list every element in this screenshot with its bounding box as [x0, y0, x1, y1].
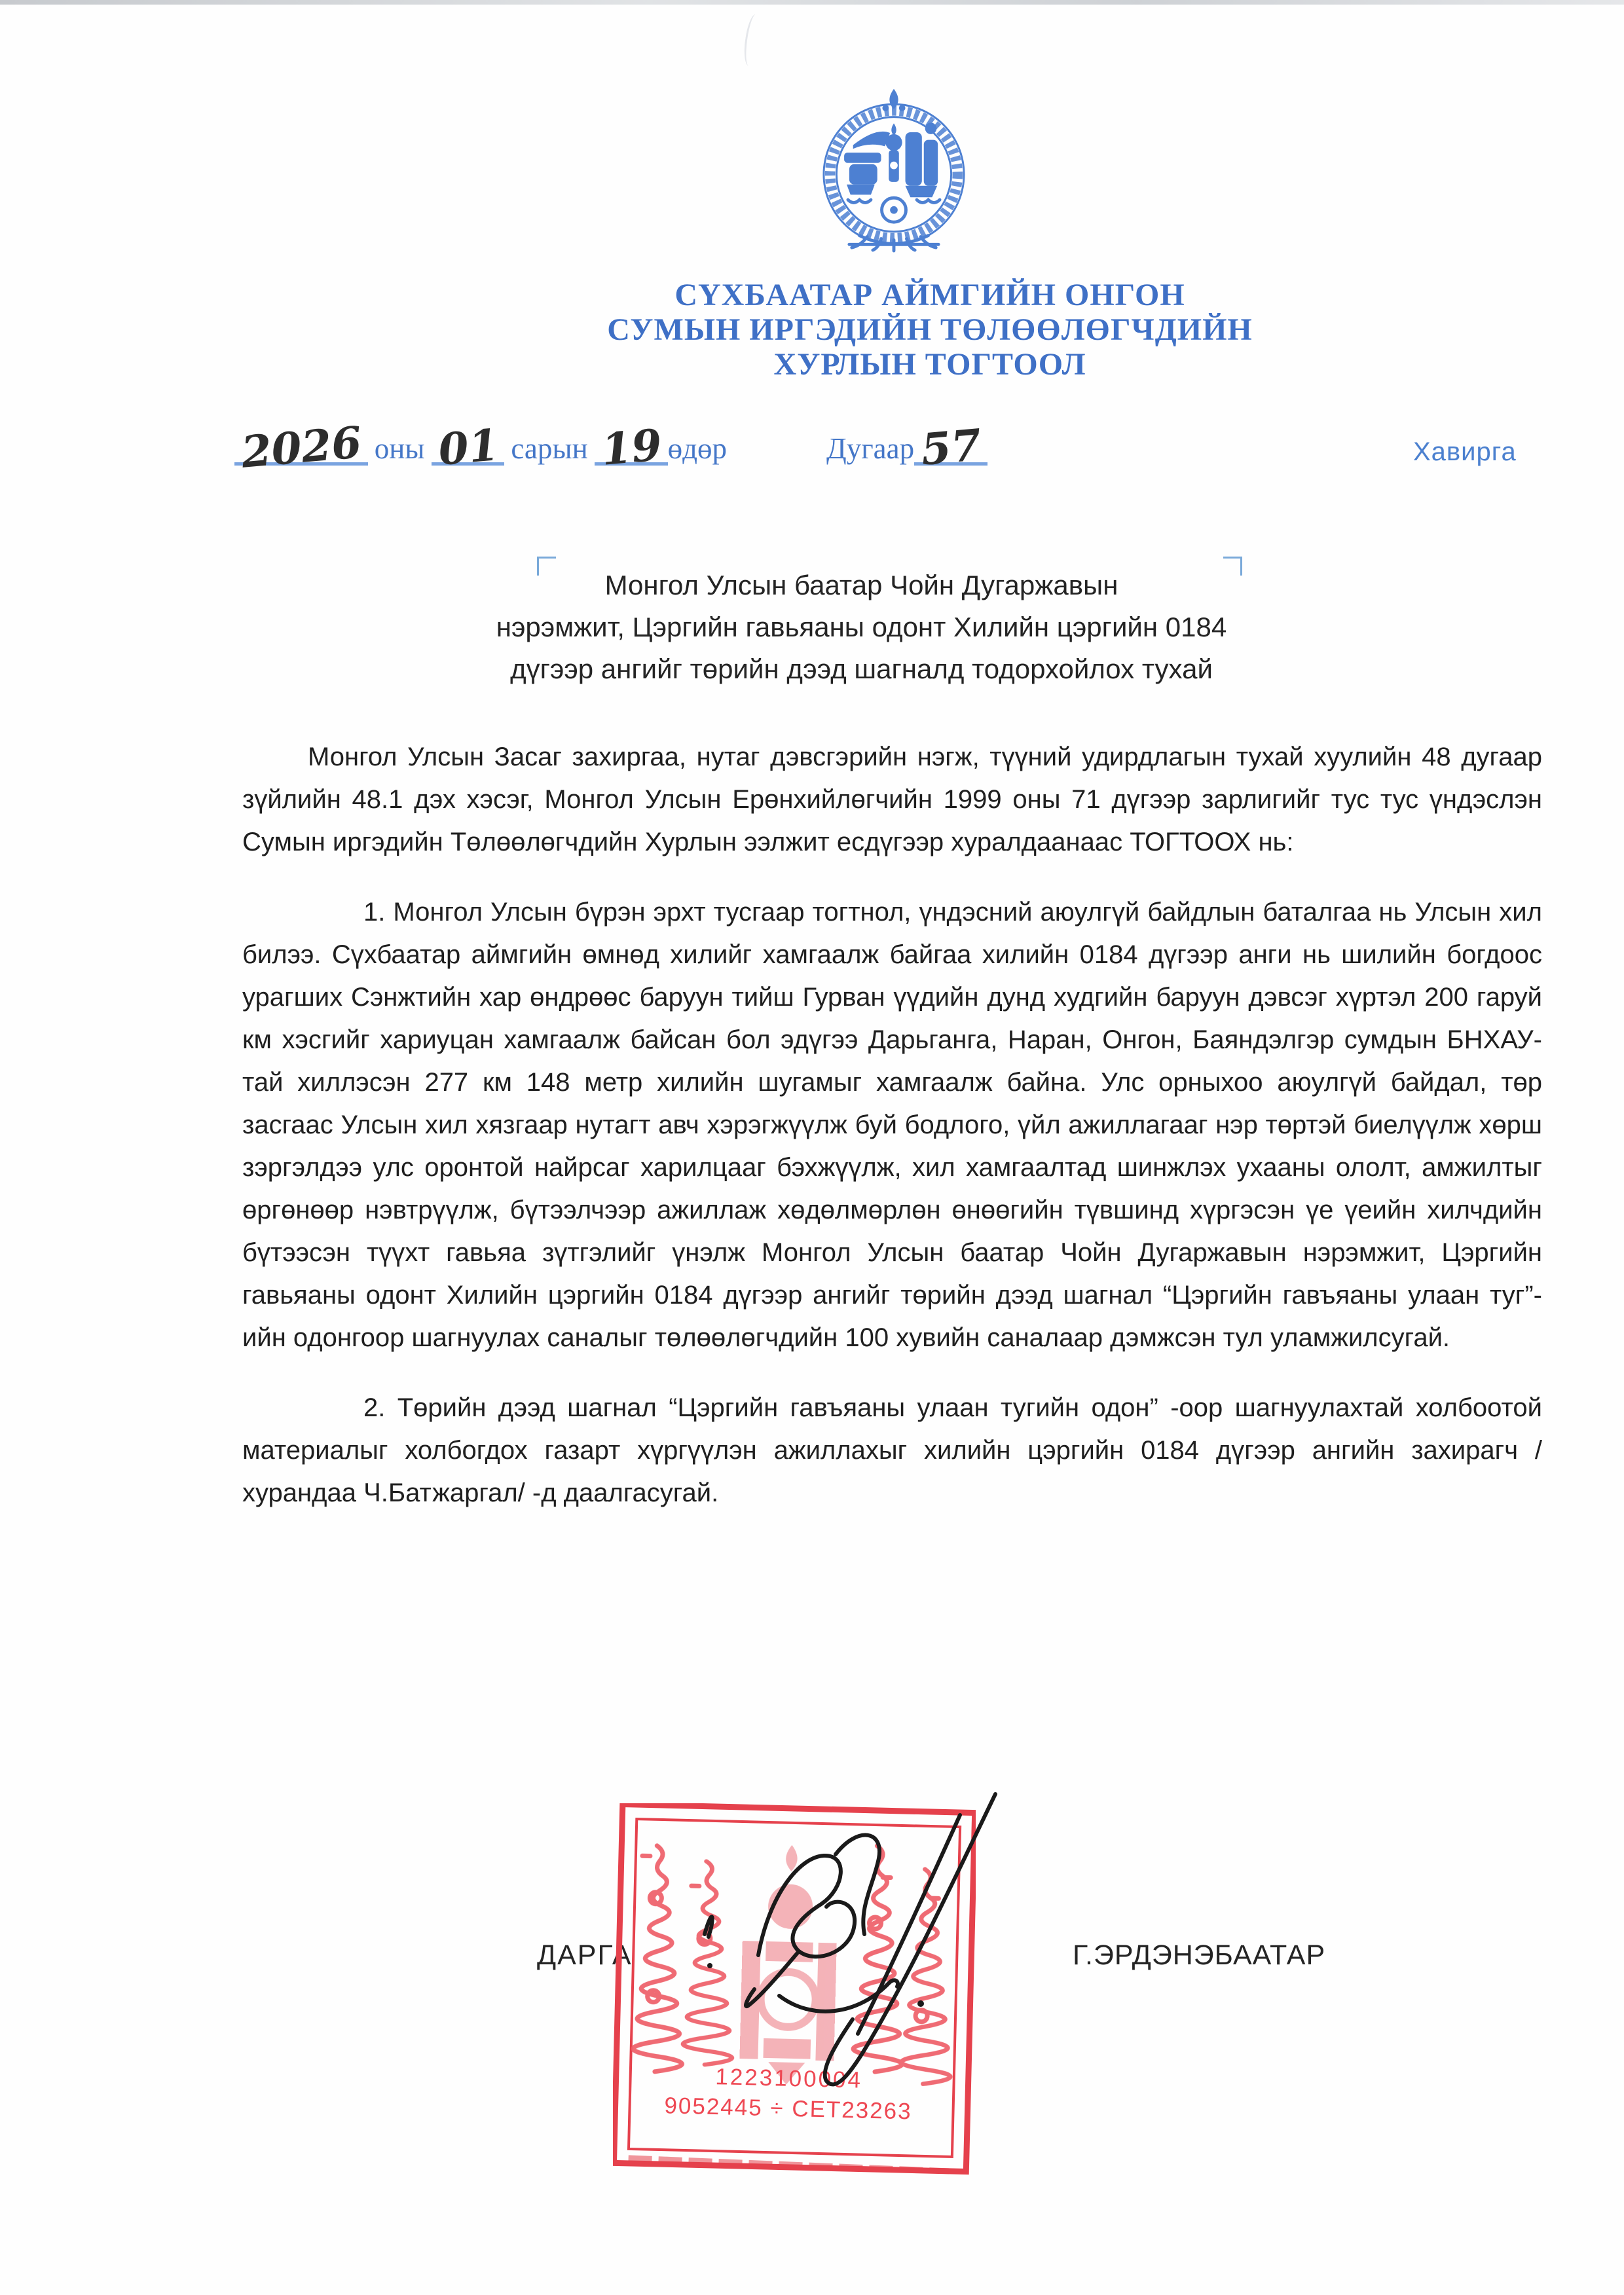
day-value: 19: [599, 419, 664, 475]
year-underline: [234, 416, 368, 478]
number-underline: [914, 419, 987, 475]
signatory-role: ДАРГА: [537, 1939, 633, 1971]
preamble-paragraph: Монгол Улсын Засаг захиргаа, нутаг дэвсгэрийн нэгж, түүний удирдлагын тухай хуулийн 48 дугаар зүйлийн 48.1 дэх хэсэг, Монгол Улсын Ерөнхийлөгчийн 1999 оны 71 дүгээр зарлигийг тус тус үндэслэн Сумын иргэдийн Төлөөлөгчдийн Хурлын ээлжит есдүгээр хуралдаанаас ТОГТООХ нь:: [242, 743, 1542, 856]
org-title-line-1: СҮХБААТАР АЙМГИЙН ОНГОН: [674, 278, 1185, 312]
resolution-body: [242, 736, 1542, 1515]
date-line: [234, 416, 733, 478]
day-underline: [595, 419, 668, 475]
month-value: 01: [435, 419, 501, 475]
document-number-line: [826, 419, 987, 475]
document-title-line-1: Монгол Улсын баатар Чойн Дугаржавын: [604, 570, 1118, 600]
stamp-serial-1: 1223100004: [714, 2064, 863, 2093]
day-label: өдөр: [667, 432, 727, 465]
place-name: Хавирга: [1413, 437, 1517, 466]
document-title-line-2: нэрэмжит, Цэргийн гавьяаны одонт Хилийн цэргийн 0184: [496, 612, 1227, 642]
number-label: Дугаар: [826, 432, 915, 465]
month-underline: [432, 419, 505, 475]
org-title-line-3: ХУРЛЫН ТОГТООЛ: [773, 347, 1086, 382]
document-title-line-3: дүгээр ангийг төрийн дээд шагналд тодорхойлох тухай: [510, 653, 1213, 684]
resolution-item-2: 2. Төрийн дээд шагнал “Цэргийн гавъяаны улаан тугийн одон” -оор шагнуулахтай холбоотой материалыг холбогдох газарт хүргүүлэн ажиллахыг хилийн цэргийн 0184 дүгээр ангийн захирагч /хурандаа Ч.Батжаргал/ -д даалгасугай.: [242, 1393, 1542, 1507]
document-title: [487, 564, 1236, 690]
scan-artifact: [742, 13, 771, 68]
year-label: оны: [374, 432, 425, 465]
signatory-name: Г.ЭРДЭНЭБААТАР: [1073, 1939, 1326, 1971]
month-label: сарын: [511, 432, 588, 465]
resolution-item-1: 1. Монгол Улсын бүрэн эрхт тусгаар тогтнол, үндэсний аюулгүй байдлын баталгаа нь Улсын хил билээ. Сүхбаатар аймгийн өмнөд хилийг хамгаалж байгаа хилийн 0184 дүгээр анги нь шилийн богдоос урагших Сэнжтийн хар өндрөөс баруун тийш Гурван үүдийн дунд худгийн баруун дэвсэг хүртэл 200 гаруй км хэсгийг хариуцан хамгаалж байсан бол эдүгээ Дарьганга, Наран, Онгон, Баяндэлгэр сумдын БНХАУ-тай хиллэсэн 277 км 148 метр хилийн шугамыг хамгаалж байна. Улс орныхоо аюулгүй байдал, төр засгаас Улсын хил хязгаар нутагт авч хэрэгжүүлж буй бодлого, үйл ажиллагааг нэр төртэй биелүүлж хөрш зэргэлдээ улс оронтой найрсаг харилцааг бэхжүүлж, хил хамгаалтад шинжлэх ухааны ололт, амжилтыг өргөнөөр нэвтрүүлж, бүтээлчээр ажиллаж хөдөлмөрлөн өнөөгийн түвшинд хүргэсэн үе үеийн хилчдийн бүтээсэн түүхт гавьяа зүтгэлийг үнэлж Монгол Улсын баатар Чойн Дугаржавын нэрэмжит, Цэргийн гавьяаны одонт Хилийн цэргийн 0184 дүгээр ангийг төрийн дээд шагнал “Цэргийн гавъяаны улаан туг”-ийн одонгоор шагнуулах саналыг төлөөлөгчдийн 100 хувийн саналаар дэмжсэн тул уламжилсугай.: [242, 898, 1542, 1352]
signature-ink: [627, 1777, 1053, 2144]
org-title-line-2: СУМЫН ИРГЭДИЙН ТӨЛӨӨЛӨГЧДИЙН: [607, 312, 1253, 347]
number-value: 57: [919, 419, 984, 475]
year-value: 2026: [239, 416, 364, 478]
issuing-authority-title: [570, 278, 1290, 382]
scanner-edge-shadow: [0, 0, 1624, 5]
stamp-serial-2: 9052445 ÷ CET23263: [664, 2093, 913, 2125]
state-emblem-icon: [804, 84, 984, 275]
